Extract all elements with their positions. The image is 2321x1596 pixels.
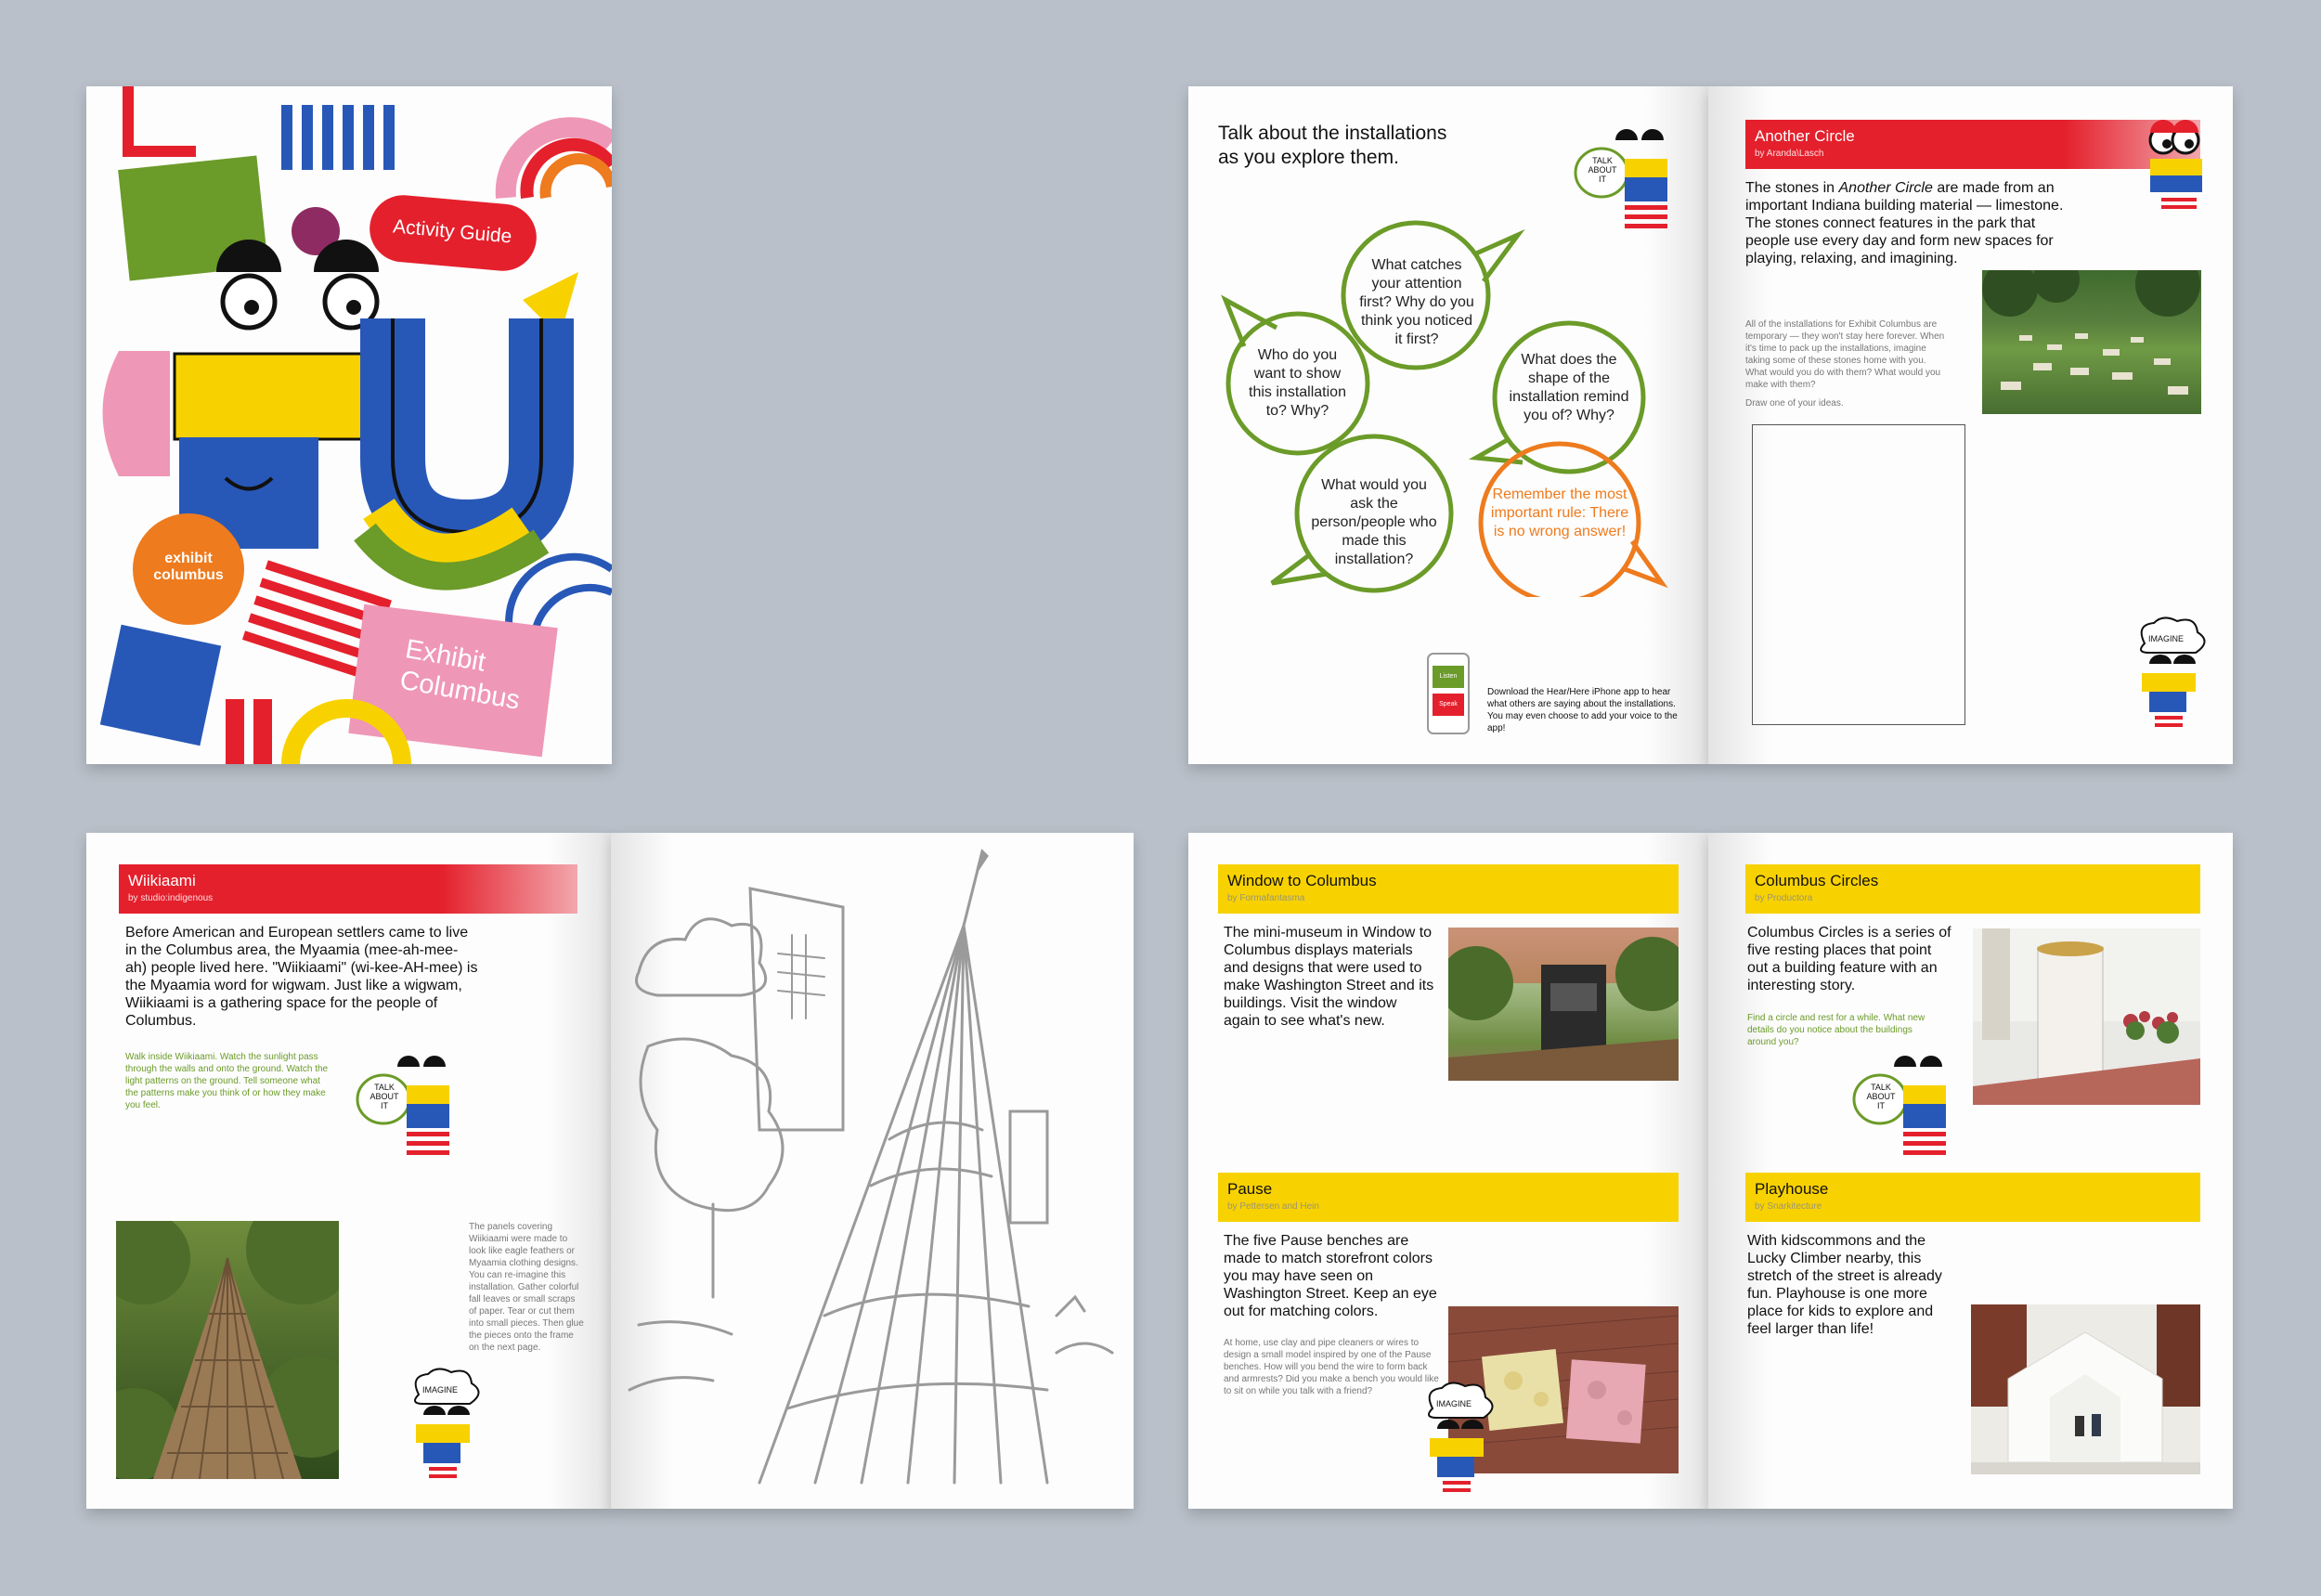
playhouse-byline: by Snarkitecture: [1755, 1201, 1822, 1212]
circles-title: Columbus Circles: [1755, 872, 1879, 889]
badge-line2: ABOUT: [1866, 1092, 1896, 1101]
playhouse-text: With kidscommons and the Lucky Climber nearby, this stretch of the street is already fun. Playhouse is one more place for kids to explore and feel larger than life!: [1747, 1233, 1942, 1337]
window-title: Window to Columbus: [1227, 872, 1377, 889]
circles-photo: [1973, 928, 2200, 1105]
another-circle-byline: by Aranda\Lasch: [1755, 149, 1824, 159]
talk-badge: [1578, 156, 1627, 184]
bubble-show: Who do you want to show this installation to? Why?: [1249, 347, 1346, 419]
mascot-eyes: [2143, 120, 2217, 213]
circles-byline: by Productora: [1755, 893, 1813, 903]
cover-page: [86, 86, 612, 764]
intro-post: are made from an important Indiana building material — limestone. The stones connect features in the park that people use every day and form new spaces for playing, relaxing, and imagining.: [1745, 180, 2064, 266]
spread3-left-page: [1188, 833, 1708, 1509]
pause-text: The five Pause benches are made to match storefront colors you may have seen on Washington Street. Keep an eye out for matching colors.: [1224, 1233, 1437, 1319]
badge-line3: IT: [1599, 175, 1606, 184]
pause-byline: by Pettersen and Hein: [1227, 1201, 1319, 1212]
cover-logo: exhibit columbus: [153, 551, 224, 583]
window-photo: [1448, 928, 1679, 1081]
drawing-box[interactable]: [1752, 424, 1965, 725]
wiikiaami-panel-note: The panels covering Wiikiaami were made to look like eagle feathers or Myaamia clothing designs. You can re-imagine this installation. Gather colorful fall leaves or small scraps of paper. Tear or cut them into small pieces. Then glue the pieces onto the frame on the next page.: [469, 1222, 584, 1353]
spread1-left-page: [1188, 86, 1708, 764]
coloring-drawing: [611, 833, 1134, 1509]
talk-heading-line2: as you explore them.: [1218, 147, 1399, 168]
intro-pre: The stones in: [1745, 180, 1839, 196]
wiikiaami-intro: Before American and European settlers came to live in the Columbus area, the Myaamia (mee-ah-mee-ah) people lived here. "Wiikiaami" (wi-kee-AH-mee) is the Myaamia word for wigwam. Just like a wigwam, Wiikiaami is a gathering space for the people of Columbus.: [125, 925, 478, 1029]
wiikiaami-header: [119, 864, 577, 914]
spread2-left-page: [86, 833, 611, 1509]
window-byline: by Formafantasma: [1227, 893, 1305, 903]
draw-prompt: Draw one of your ideas.: [1745, 398, 1844, 409]
wiikiaami-title: Wiikiaami: [128, 872, 196, 889]
imagine-label: IMAGINE: [422, 1385, 459, 1395]
wiikiaami-byline: by studio:indigenous: [128, 893, 214, 903]
window-text: The mini-museum in Window to Columbus displays materials and designs that were used to make Washington Street and its buildings. Visit the window again to see what's new.: [1224, 925, 1434, 1029]
circles-text: Columbus Circles is a series of five resting places that point out a building feature with an interesting story.: [1747, 925, 1951, 993]
cover-title-line2: Columbus: [397, 665, 523, 716]
another-circle-header: [1745, 120, 2200, 169]
badge-line2: ABOUT: [370, 1092, 399, 1101]
playhouse-title: Playhouse: [1755, 1180, 1829, 1198]
pause-header: [1218, 1173, 1679, 1222]
talk-badge: [360, 1083, 408, 1110]
another-circle-intro: [1745, 179, 2080, 267]
badge-line1: TALK: [374, 1083, 395, 1092]
bubble-shape: What does the shape of the installation remind you of? Why?: [1509, 352, 1629, 423]
activity-guide-label: Activity Guide: [392, 215, 513, 248]
bubble-attention: What catches your attention first? Why do you think you noticed it first?: [1359, 257, 1474, 347]
circles-header: [1745, 864, 2200, 914]
cover-illustration: [86, 86, 612, 764]
badge-line1: TALK: [1592, 156, 1613, 165]
window-header: [1218, 864, 1679, 914]
playhouse-header: [1745, 1173, 2200, 1222]
wiikiaami-note: Walk inside Wiikiaami. Watch the sunlight pass through the walls and onto the ground. Watch the light patterns on the ground. Tell someone what the patterns make you think of or how they make you feel.: [125, 1052, 329, 1110]
badge-line3: IT: [381, 1101, 388, 1110]
spread3-right-page: [1708, 833, 2233, 1509]
intro-em: Another Circle: [1838, 180, 1933, 196]
another-circle-title: Another Circle: [1755, 127, 1855, 145]
spread1-right-page: [1708, 86, 2233, 764]
pause-note: At home, use clay and pipe cleaners or wires to design a small model inspired by one of the Pause benches. How will you bend the wire to form back and armrests? Did you make a bench you would like to sit on while you talk with a friend?: [1224, 1338, 1439, 1396]
phone-illustration: [1427, 653, 1470, 734]
bubble-rule: Remember the most important rule: There is no wrong answer!: [1490, 487, 1629, 539]
another-circle-note: All of the installations for Exhibit Columbus are temporary — they won't stay here forever. When it's time to pack up the installations, imagine taking some of these stones home with you. What would you do with them? What would you make with them?: [1745, 319, 1945, 390]
badge-line2: ABOUT: [1588, 165, 1617, 175]
phone-listen: Listen: [1433, 666, 1464, 688]
another-circle-photo: [1982, 270, 2201, 414]
pause-title: Pause: [1227, 1180, 1273, 1198]
circles-note: Find a circle and rest for a while. What new details do you notice about the buildings around you?: [1747, 1013, 1926, 1047]
wiikiaami-photo: [116, 1221, 339, 1479]
spread2-right-page: [611, 833, 1134, 1509]
talk-heading: [1218, 122, 1446, 170]
badge-line1: TALK: [1871, 1083, 1891, 1092]
badge-line3: IT: [1877, 1101, 1885, 1110]
talk-badge: [1857, 1083, 1905, 1110]
app-text: Download the Hear/Here iPhone app to hear what others are saying about the installations. You may even choose to add your voice to the app!: [1487, 687, 1678, 733]
cover-title-line1: Exhibit: [403, 634, 488, 678]
imagine-label: IMAGINE: [1436, 1399, 1472, 1408]
phone-speak: Speak: [1433, 694, 1464, 716]
bubble-ask: What would you ask the person/people who made this installation?: [1311, 477, 1437, 567]
imagine-label: IMAGINE: [2148, 634, 2185, 643]
playhouse-photo: [1971, 1304, 2200, 1474]
talk-heading-line1: Talk about the installations: [1218, 123, 1447, 144]
